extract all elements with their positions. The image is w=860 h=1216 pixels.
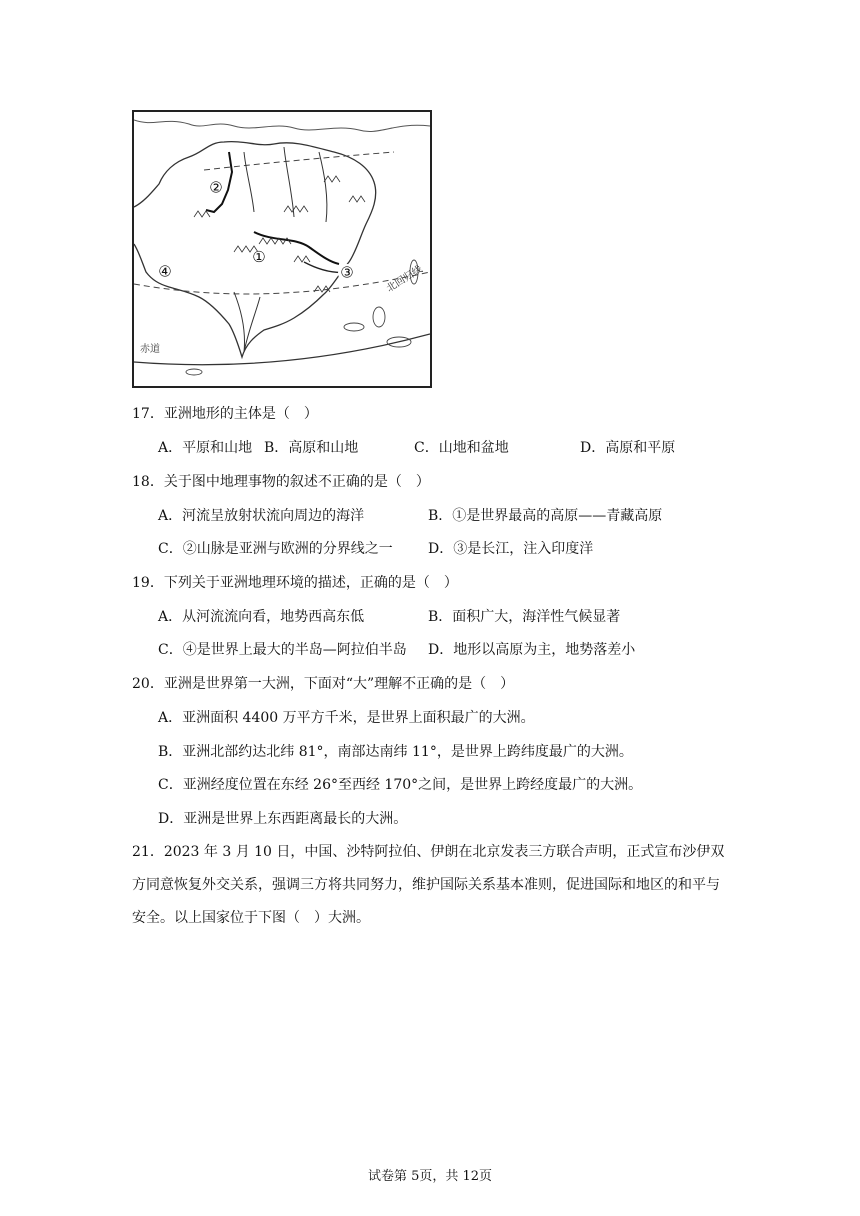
q17-option-d: D．高原和平原 bbox=[580, 440, 676, 456]
q19-option-b: B．面积广大，海洋性气候显著 bbox=[428, 609, 621, 625]
question-19-stem: 19．下列关于亚洲地理环境的描述，正确的是（ ） bbox=[132, 575, 458, 591]
page-footer: 试卷第 5页，共 12页 bbox=[367, 1169, 493, 1184]
marker-2: ② bbox=[209, 178, 223, 197]
q18-option-d: D．③是长江，注入印度洋 bbox=[428, 541, 594, 557]
asia-map-drawing bbox=[134, 112, 430, 386]
q19-option-c: C．④是世界上最大的半岛—阿拉伯半岛 bbox=[158, 642, 407, 658]
marker-1: ① bbox=[252, 248, 266, 266]
q20-option-c: C．亚洲经度位置在东经 26°至西经 170°之间，是世界上跨经度最广的大洲。 bbox=[158, 777, 643, 793]
marker-4: ④ bbox=[158, 262, 172, 281]
question-21-stem: 21．2023 年 3 月 10 日，中国、沙特阿拉伯、伊朗在北京发表三方联合声明，正式宣布沙伊双方同意恢复外交关系，强调三方将共同努力，维护国际关系基本准则，促进国际和地区的和平与安全。以上国家位于下图（ ）大洲。 bbox=[132, 844, 725, 926]
equator-label: 赤道 bbox=[140, 344, 160, 355]
q19-option-d: D．地形以高原为主，地势落差小 bbox=[428, 642, 636, 658]
question-18-stem: 18．关于图中地理事物的叙述不正确的是（ ） bbox=[132, 474, 430, 490]
q17-option-b: B．高原和山地 bbox=[264, 440, 359, 456]
marker-3: ③ bbox=[340, 263, 354, 282]
q18-option-b: B．①是世界最高的高原——青藏高原 bbox=[428, 508, 663, 524]
question-17-stem: 17．亚洲地形的主体是（ ） bbox=[132, 406, 318, 422]
q17-option-c: C．山地和盆地 bbox=[414, 440, 509, 456]
q20-option-b: B．亚洲北部约达北纬 81°，南部达南纬 11°，是世界上跨纬度最广的大洲。 bbox=[158, 744, 633, 760]
q18-option-a: A．河流呈放射状流向周边的海洋 bbox=[158, 508, 365, 524]
q17-option-a: A．平原和山地 bbox=[158, 440, 253, 456]
q19-option-a: A．从河流流向看，地势西高东低 bbox=[158, 609, 365, 625]
q20-option-d: D．亚洲是世界上东西距离最长的大洲。 bbox=[158, 811, 408, 827]
q20-option-a: A．亚洲面积 4400 万平方千米，是世界上面积最广的大洲。 bbox=[158, 710, 535, 726]
q18-option-c: C．②山脉是亚洲与欧洲的分界线之一 bbox=[158, 541, 393, 557]
tropic-label: 北回归线 bbox=[384, 264, 425, 295]
question-20-stem: 20．亚洲是世界第一大洲，下面对“大”理解不正确的是（ ） bbox=[132, 676, 515, 692]
asia-map bbox=[132, 110, 432, 388]
